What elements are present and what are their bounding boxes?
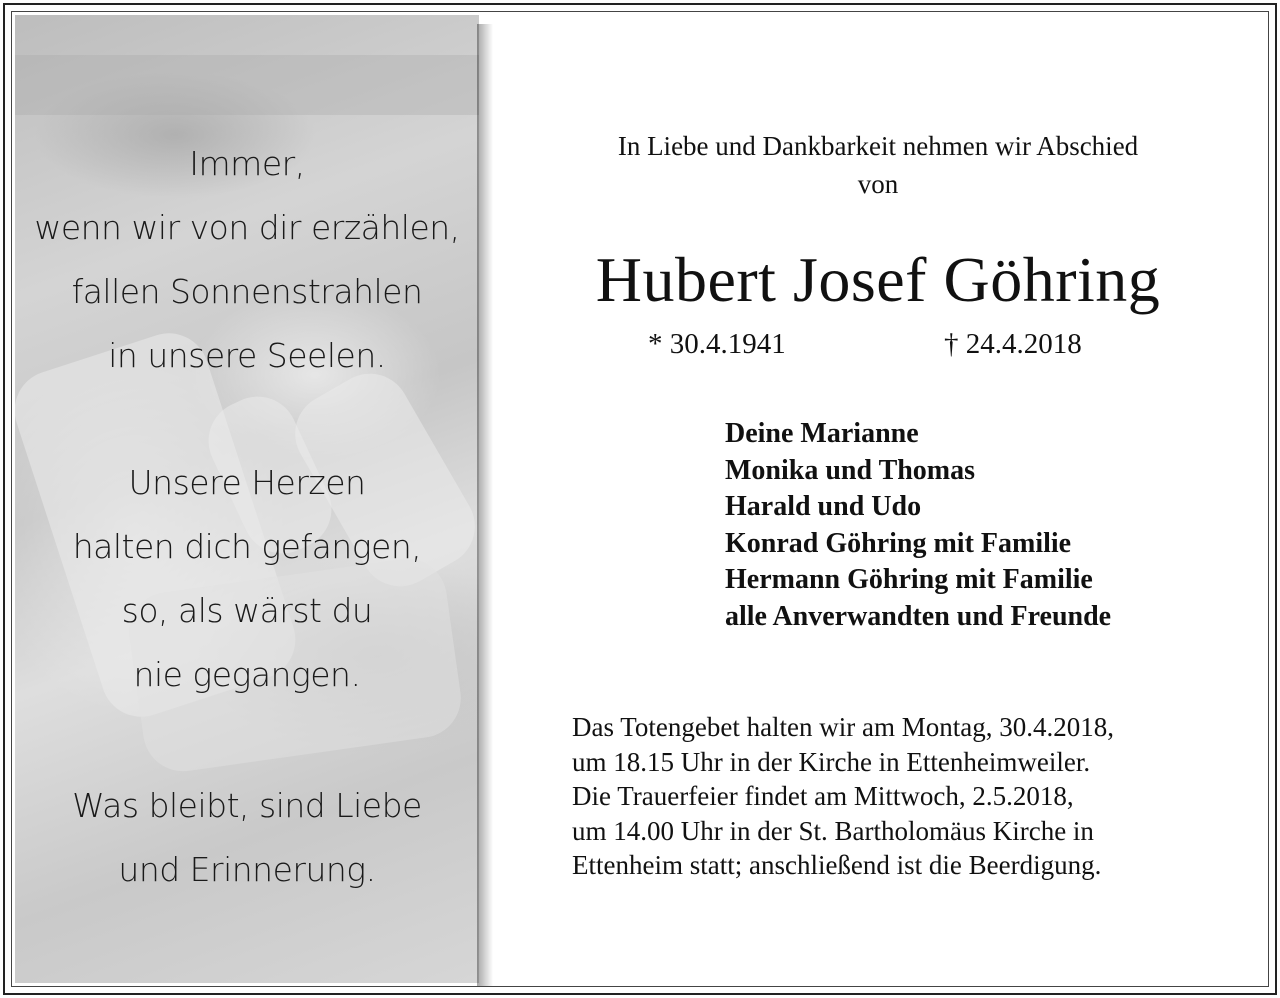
- mourner: alle Anverwandten und Freunde: [725, 600, 1112, 632]
- poem-line: so, als wärst du: [121, 591, 373, 630]
- poem-line: Was bleibt, sind Liebe: [72, 786, 422, 825]
- mourner: Hermann Göhring mit Familie: [725, 564, 1093, 596]
- poem-line: wenn wir von dir erzählen,: [34, 208, 460, 247]
- deceased-name: Hubert Josef Göhring: [595, 244, 1161, 315]
- mourners-list: [725, 416, 1111, 636]
- notice-line: Ettenheim statt; anschließend ist die Beerdigung.: [572, 850, 1102, 881]
- funeral-notice: [572, 710, 1232, 883]
- poem-stanza-3: [15, 774, 479, 902]
- hands-photo-panel: [15, 15, 479, 983]
- notice-line: Das Totengebet halten wir am Montag, 30.4.2018,: [572, 712, 1115, 742]
- farewell-intro: [498, 127, 1258, 203]
- mourner: Monika und Thomas: [725, 454, 976, 486]
- panel-shadow: [477, 24, 493, 986]
- poem-line: in unsere Seelen.: [108, 336, 386, 375]
- intro-line: In Liebe und Dankbarkeit nehmen wir Abschied: [617, 131, 1139, 161]
- notice-line: um 18.15 Uhr in der Kirche in Ettenheimweiler.: [572, 746, 1091, 777]
- notice-line: um 14.00 Uhr in der St. Bartholomäus Kirche in: [572, 815, 1094, 846]
- intro-line: von: [857, 169, 899, 199]
- poem-line: Immer,: [189, 144, 305, 183]
- poem-line: Unsere Herzen: [128, 463, 366, 502]
- mourner: Konrad Göhring mit Familie: [725, 527, 1072, 559]
- mourner: Harald und Udo: [725, 491, 922, 523]
- poem-line: fallen Sonnenstrahlen: [71, 272, 423, 311]
- notice-line: Die Trauerfeier findet am Mittwoch, 2.5.2018,: [572, 781, 1074, 812]
- poem-line: nie gegangen.: [133, 655, 361, 694]
- poem-stanza-1: [15, 132, 479, 388]
- poem-stanza-2: [15, 451, 479, 707]
- poem-line: halten dich gefangen,: [72, 527, 422, 566]
- poem-line: und Erinnerung.: [118, 850, 376, 889]
- death-date: † 24.4.2018: [944, 328, 1082, 360]
- mourner: Deine Marianne: [725, 418, 919, 449]
- birth-date: * 30.4.1941: [648, 328, 786, 360]
